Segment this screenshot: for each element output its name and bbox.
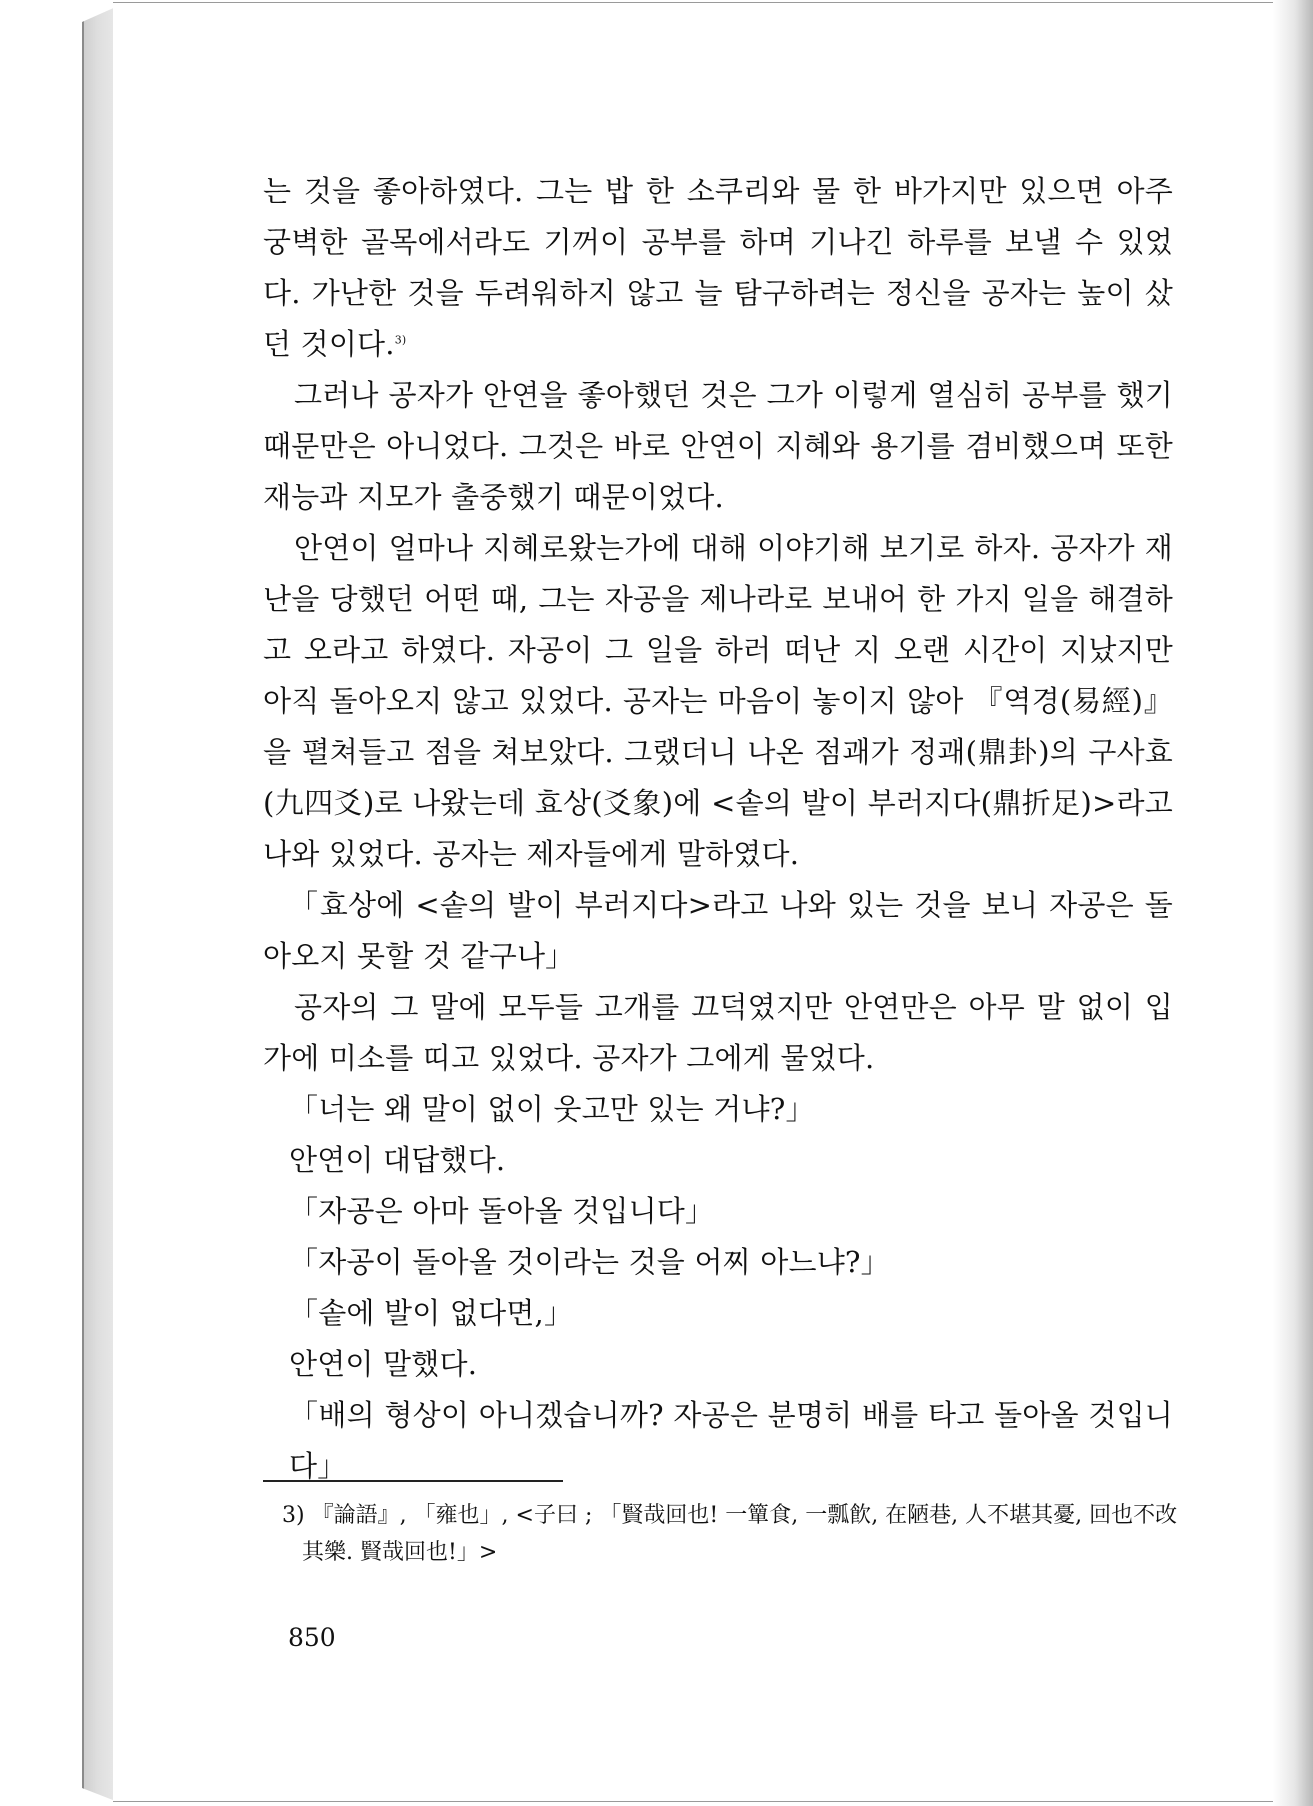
footnote-divider xyxy=(263,1480,563,1482)
narration-2: 안연이 말했다. xyxy=(289,1347,478,1381)
footnote-3: 3) 『論語』, 「雍也」, <子曰 ; 「賢哉回也! 一簞食, 一瓢飮, 在陋巷, 人不堪其憂, 回也不改其樂. 賢哉回也!」> xyxy=(282,1503,1178,1565)
page-curl-shadow xyxy=(1273,0,1313,1806)
paragraph-3: 안연이 얼마나 지혜로왔는가에 대해 이야기해 보기로 하자. 공자가 재난을 당했던 어떤 때, 그는 자공을 제나라로 보내어 한 가지 일을 해결하고 오라고 하였다. 자공이 그 일을 하러 떠난 지 오랜 시간이 지났지만 아직 돌아오지 않고 있었다. 공자는 마음이 놓이지 않아 『역경(易經)』을 펼쳐들고 점을 쳐보았다. 그랬더니 나온 점괘가 정괘(鼎卦)의 구사효(九四爻)로 나왔는데 효상(爻象)에 <솥의 발이 부러지다(鼎折足)>라고 나와 있었다. 공자는 제자들에게 말하였다. xyxy=(263,531,1173,871)
paragraph-1 xyxy=(263,166,1173,370)
paragraph-4: 공자의 그 말에 모두들 고개를 끄덕였지만 안연만은 아무 말 없이 입가에 미소를 띠고 있었다. 공자가 그에게 물었다. xyxy=(263,990,1173,1075)
narration-1: 안연이 대답했다. xyxy=(289,1143,506,1177)
dialogue-4: 「자공이 돌아올 것이라는 것을 어찌 아느냐?」 xyxy=(289,1245,890,1279)
body-text xyxy=(263,166,1173,1492)
paragraph-1-text: 는 것을 좋아하였다. 그는 밥 한 소쿠리와 물 한 바가지만 있으면 아주 궁벽한 골목에서라도 기꺼이 공부를 하며 기나긴 하루를 보낼 수 있었다. 가난한 것을 두려워하지 않고 늘 탐구하려는 정신을 공자는 높이 샀던 것이다. xyxy=(263,174,1173,361)
dialogue-1: 「효상에 <솥의 발이 부러지다>라고 나와 있는 것을 보니 자공은 돌아오지 못할 것 같구나」 xyxy=(263,888,1173,973)
page-number: 850 xyxy=(288,1623,336,1652)
dialogue-5: 「솥에 발이 없다면,」 xyxy=(289,1296,574,1330)
dialogue-6: 「배의 형상이 아니겠습니까? 자공은 분명히 배를 타고 돌아올 것입니다」 xyxy=(289,1398,1173,1483)
paragraph-2: 그러나 공자가 안연을 좋아했던 것은 그가 이렇게 열심히 공부를 했기 때문만은 아니었다. 그것은 바로 안연이 지혜와 용기를 겸비했으며 또한 재능과 지모가 출중했기 때문이었다. xyxy=(263,378,1173,514)
footnote-reference[interactable]: 3) xyxy=(394,333,407,347)
dialogue-2: 「너는 왜 말이 없이 웃고만 있는 거냐?」 xyxy=(289,1092,815,1126)
dialogue-3: 「자공은 아마 돌아올 것입니다」 xyxy=(289,1194,715,1228)
